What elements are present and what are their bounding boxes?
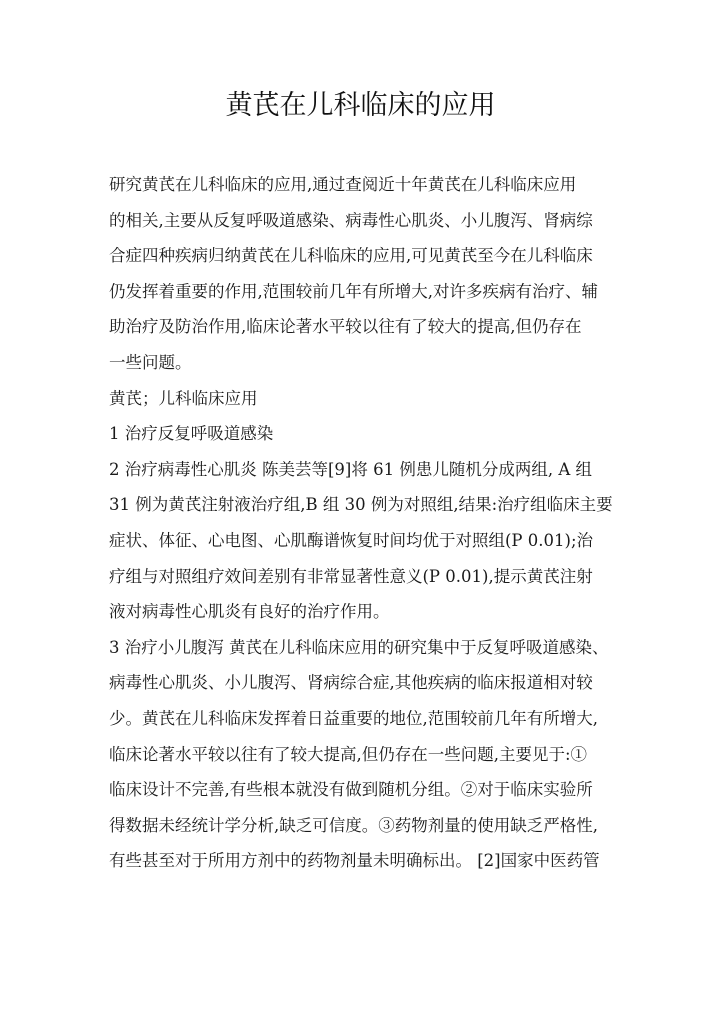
section-2-line-3: 症状、体征、心电图、心肌酶谱恢复时间均优于对照组(P 0.01);治 (109, 530, 594, 550)
section-3-line-4: 临床论著水平较以往有了较大提高,但仍存在一些问题,主要见于:① (109, 744, 588, 764)
document-title: 黄芪在儿科临床的应用 (225, 90, 496, 121)
section-3-line-3: 少。黄芪在儿科临床发挥着日益重要的地位,范围较前几年有所增大, (109, 708, 598, 728)
abstract-line-5: 助治疗及防治作用,临床论著水平较以往有了较大的提高,但仍存在 (109, 317, 582, 337)
keywords-line: 黄芪；儿科临床应用 (109, 388, 258, 408)
section-3-line-6: 得数据未经统计学分析,缺乏可信度。③药物剂量的使用缺乏严格性, (109, 815, 598, 835)
section-2-line-1: 2 治疗病毒性心肌炎 陈美芸等[9]将 61 例患儿随机分成两组, A 组 (109, 459, 592, 479)
abstract-line-4: 仍发挥着重要的作用,范围较前几年有所增大,对许多疾病有治疗、辅 (109, 281, 598, 301)
section-3-line-5: 临床设计不完善,有些根本就没有做到随机分组。②对于临床实验所 (109, 780, 593, 800)
section-3-line-7: 有些甚至对于所用方剂中的药物剂量未明确标出。 [2]国家中医药管 (109, 851, 600, 871)
abstract-line-1: 研究黄芪在儿科临床的应用,通过查阅近十年黄芪在儿科临床应用 (109, 175, 577, 194)
abstract-line-6: 一些问题。 (109, 352, 192, 372)
abstract-line-2: 的相关,主要从反复呼吸道感染、病毒性心肌炎、小儿腹泻、肾病综 (109, 210, 593, 230)
section-2-line-5: 液对病毒性心肌炎有良好的治疗作用。 (109, 602, 390, 622)
section-2-line-4: 疗组与对照组疗效间差别有非常显著性意义(P 0.01),提示黄芪注射 (109, 566, 593, 586)
section-2-line-2: 31 例为黄芪注射液治疗组,B 组 30 例为对照组,结果:治疗组临床主要 (109, 495, 613, 515)
document-body (109, 167, 614, 879)
section-1-heading: 1 治疗反复呼吸道感染 (109, 424, 274, 444)
section-3-line-1: 3 治疗小儿腹泻 黄芪在儿科临床应用的研究集中于反复呼吸道感染、 (109, 637, 609, 657)
abstract-line-3: 合症四种疾病归纳黄芪在儿科临床的应用,可见黄芪至今在儿科临床 (109, 246, 593, 266)
section-3-line-2: 病毒性心肌炎、小儿腹泻、肾病综合症,其他疾病的临床报道相对较 (109, 673, 593, 693)
